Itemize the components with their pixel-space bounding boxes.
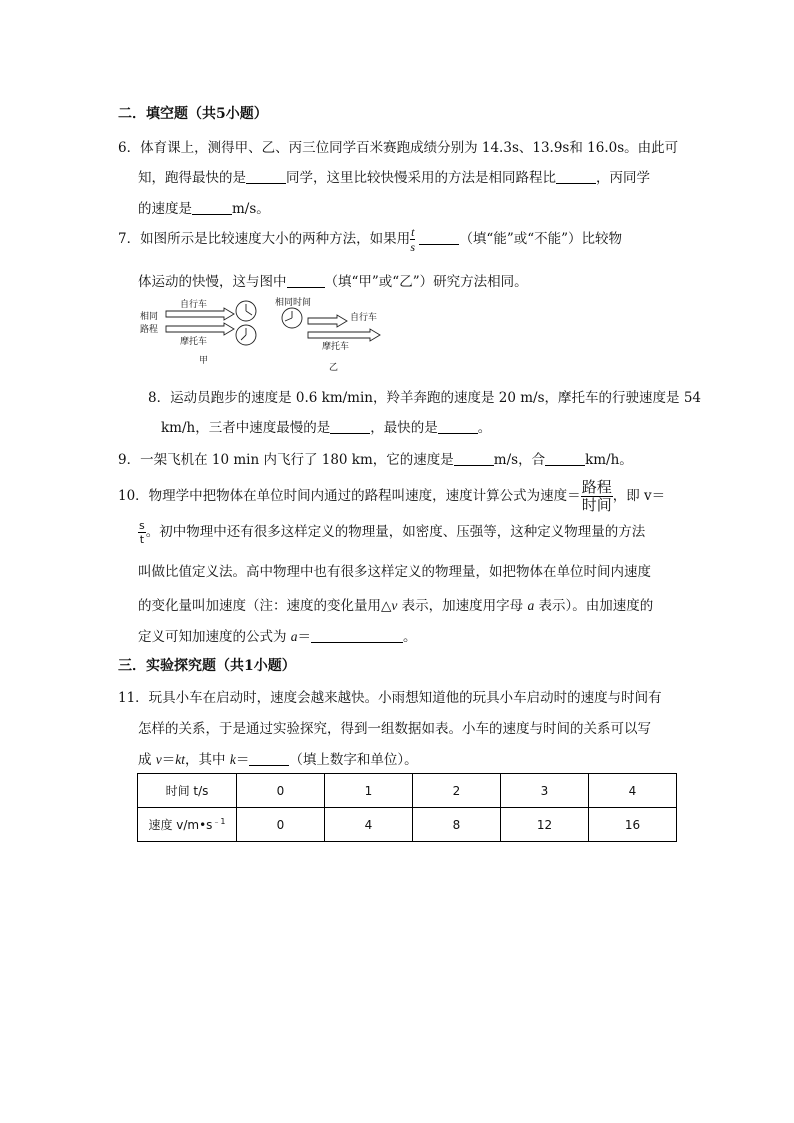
- q11-k-symbol: k: [229, 752, 236, 767]
- q10-line-3: 叫做比值定义法。高中物理中也有很多这样定义的物理量，如把物体在单位时间内速度: [138, 564, 651, 580]
- q10-text-b: ，即 v＝: [612, 488, 666, 504]
- yi-bike-label: 自行车: [350, 313, 378, 323]
- q11-text-c: （填上数字和单位）。: [289, 752, 418, 768]
- q6-line-2: [138, 166, 650, 186]
- q8-line-1: 8．运动员跑步的速度是 0.6 km/min，羚羊奔跑的速度是 20 m/s，摩托车的行驶速度是 54: [148, 390, 701, 406]
- speed-time-table: [137, 773, 677, 842]
- q9-text-c: km/h。: [585, 452, 633, 468]
- yi-moto-label: 摩托车: [322, 342, 350, 352]
- yi-moto-arrow: [308, 329, 380, 341]
- q7-line-2: [138, 270, 528, 290]
- q11-eq-2: ＝: [235, 752, 250, 768]
- q6-line-1: 6．体育课上，测得甲、乙、丙三位同学百米赛跑成绩分别为 14.3s、13.9s和 16.0s。由此可: [118, 140, 679, 156]
- q10-delta-v: v: [391, 598, 398, 613]
- table-cell: 16: [589, 808, 677, 842]
- q6-text-a: 知，跑得最快的是: [138, 170, 246, 186]
- table-cell: 1: [325, 774, 413, 808]
- jia-moto-arrow: [166, 323, 234, 335]
- q7-frac-den: s: [410, 240, 416, 254]
- table-row-speed: [138, 808, 677, 842]
- q10-text-f: 表示）。由加速度的: [534, 598, 654, 614]
- table-cell: 0: [237, 808, 325, 842]
- q10-line-5: [138, 625, 417, 645]
- q11-line-3: [138, 748, 418, 768]
- table-header-time: 时间 t/s: [138, 774, 237, 808]
- table-cell: 12: [501, 808, 589, 842]
- q7-text-d: （填“甲”或“乙”）研究方法相同。: [324, 274, 528, 290]
- q6-text-c: ，丙同学: [596, 170, 650, 186]
- q10-line-2: [138, 520, 645, 545]
- jia-caption: 甲: [199, 356, 209, 366]
- q10-line-1: [118, 480, 665, 513]
- q11-kt-symbol: kt: [175, 752, 186, 767]
- table-header-speed-text: 速度 v/m•s: [148, 818, 213, 832]
- table-cell: 3: [501, 774, 589, 808]
- q10-frac-den: 时间: [581, 496, 612, 514]
- q7-blank-2[interactable]: [287, 273, 325, 288]
- jia-same-label-1: 相同: [140, 312, 159, 322]
- q9-blank-2[interactable]: [545, 451, 585, 466]
- q10-blank[interactable]: [311, 628, 403, 643]
- q7-fraction: [410, 226, 415, 253]
- q10-text-a: 10．物理学中把物体在单位时间内通过的路程叫速度，速度计算公式为速度＝: [118, 488, 581, 504]
- q10-line-4: [138, 594, 653, 614]
- q10-text-h: ＝: [297, 629, 312, 645]
- table-cell: 8: [413, 808, 501, 842]
- q10-frac2-den: t: [139, 533, 145, 546]
- q9-line: [118, 448, 633, 468]
- q11-eq: ＝: [161, 752, 176, 768]
- q11-line-2: 怎样的关系，于是通过实验探究，得到一组数据如表。小车的速度与时间的关系可以写: [138, 721, 651, 737]
- q10-a-symbol: a: [527, 598, 535, 613]
- q7-blank-1[interactable]: [419, 230, 459, 245]
- q11-blank[interactable]: [249, 751, 289, 766]
- table-cell: 4: [589, 774, 677, 808]
- q10-fraction-2: [138, 520, 146, 545]
- table-row-time: [138, 774, 677, 808]
- q8-line-2: [161, 416, 491, 436]
- q11-v-symbol: v: [155, 752, 162, 767]
- q6-text-b: 同学，这里比较快慢采用的方法是相同路程比: [286, 170, 556, 186]
- q10-text-i: 。: [403, 629, 417, 645]
- q9-text-a: 9．一架飞机在 10 min 内飞行了 180 km，它的速度是: [118, 452, 454, 468]
- section-3-title: 三．实验探究题（共1小题）: [118, 658, 296, 674]
- q10-text-e: 表示，加速度用字母: [397, 598, 528, 614]
- q10-text-g: 定义可知加速度的公式为: [138, 629, 291, 645]
- q6-line-3: [138, 197, 270, 217]
- q6-blank-3[interactable]: [192, 200, 232, 215]
- table-cell: 4: [325, 808, 413, 842]
- speed-comparison-diagram: [138, 296, 388, 376]
- yi-bike-arrow: [308, 315, 347, 327]
- q7-text-b: （填“能”或“不能”）比较物: [459, 231, 623, 247]
- table-header-speed: [138, 808, 237, 842]
- q10-text-d: 的变化量叫加速度（注：速度的变化量用△: [138, 598, 392, 614]
- q6-text-e: m/s。: [232, 201, 270, 217]
- q11-text-a: 成: [138, 752, 156, 768]
- jia-bike-label: 自行车: [180, 300, 208, 310]
- q7-line-1: [118, 226, 622, 253]
- q7-frac-num: t: [411, 225, 415, 239]
- q8-text-a: km/h，三者中速度最慢的是: [161, 420, 331, 436]
- q10-fraction: [581, 480, 613, 513]
- yi-caption: 乙: [329, 363, 339, 373]
- q8-text-c: 。: [477, 420, 492, 436]
- q9-blank-1[interactable]: [454, 451, 494, 466]
- q7-text-c: 体运动的快慢，这与图中: [138, 274, 287, 290]
- jia-moto-label: 摩托车: [180, 337, 208, 347]
- q6-blank-2[interactable]: [556, 169, 596, 184]
- q10-frac2-num: s: [139, 519, 145, 532]
- q10-a-symbol-2: a: [290, 629, 298, 644]
- table-header-speed-sup: ﹣1: [212, 817, 226, 826]
- q6-text-d: 的速度是: [138, 201, 192, 217]
- q11-line-1: 11．玩具小车在启动时，速度会越来越快。小雨想知道他的玩具小车启动时的速度与时间有: [118, 690, 662, 706]
- q9-text-b: m/s，合: [493, 452, 546, 468]
- q8-blank-1[interactable]: [330, 419, 370, 434]
- q8-blank-2[interactable]: [438, 419, 478, 434]
- q6-blank-1[interactable]: [246, 169, 286, 184]
- jia-same-label-2: 路程: [140, 325, 159, 335]
- table-cell: 2: [413, 774, 501, 808]
- table-cell: 0: [237, 774, 325, 808]
- yi-same-time-label: 相同时间: [275, 298, 312, 308]
- q8-text-b: ，最快的是: [370, 420, 438, 436]
- q10-text-c: 。初中物理中还有很多这样定义的物理量，如密度、压强等，这种定义物理量的方法: [145, 524, 646, 540]
- section-2-title: 二．填空题（共5小题）: [118, 106, 268, 122]
- q10-frac-num: 路程: [581, 478, 612, 496]
- q11-text-b: ，其中: [185, 752, 230, 768]
- q7-text-a: 7．如图所示是比较速度大小的两种方法，如果用: [118, 231, 411, 247]
